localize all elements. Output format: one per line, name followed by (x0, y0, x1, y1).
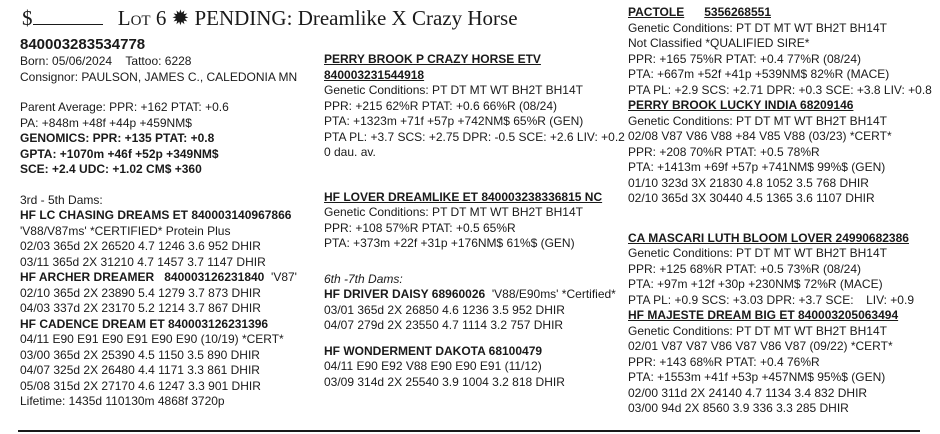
dam7-record: 03/09 314d 2X 25540 3.9 1004 3.2 818 DHIR (324, 374, 565, 389)
majeste-record: 03/00 94d 2X 8560 3.9 336 3.3 285 DHIR (628, 401, 849, 415)
dams-6-7-heading: 6th -7th Dams: (324, 271, 403, 286)
india-ppr: PPR: +208 70%R PTAT: +0.5 78%R (628, 144, 820, 159)
sire-pta: PTA: +1323m +71f +57p +742NM$ 65%R (GEN) (324, 114, 584, 128)
mascari-ppr: PPR: +125 68%R PTAT: +0.5 73%R (08/24) (628, 261, 862, 276)
star-icon: ✹ (171, 6, 190, 30)
dam-pta: PTA: +373m +22f +31p +176NM$ 61%$ (GEN) (324, 236, 575, 250)
dam3-name: HF LC CHASING DREAMS ET 840003140967866 (20, 208, 292, 222)
dam4-id: 840003126231840 (164, 270, 265, 284)
dam6-record: 03/01 365d 2X 26850 4.6 1236 3.5 952 DHIR (324, 302, 565, 317)
born-date: Born: 05/06/2024 (20, 54, 113, 68)
dam5-lifetime: Lifetime: 1435d 110130m 4868f 3720p (20, 394, 225, 408)
dam-ppr: PPR: +108 57%R PTAT: +0.5 65%R (324, 220, 516, 235)
sire-name: PERRY BROOK P CRAZY HORSE ETV (324, 52, 541, 66)
india-record: 01/10 323d 3X 21830 4.8 1052 3.5 768 DHIR (628, 175, 869, 190)
mascari-pta-pl: PTA PL: +0.9 SCS: +3.03 DPR: +3.7 SCE: (628, 292, 854, 307)
lot-status: PENDING: (194, 6, 293, 30)
dam6-score: 'V88/E90ms' *Certified* (491, 287, 616, 301)
sire-genetic: Genetic Conditions: PT DT MT WT BH2T BH14T (324, 83, 583, 97)
majeste-ppr: PPR: +143 68%R PTAT: +0.4 76%R (628, 354, 820, 369)
dam4-line (20, 270, 297, 286)
genomics-ppr: GENOMICS: PPR: +135 PTAT: +0.8 (20, 131, 215, 145)
mascari-pta-pl-row (628, 293, 914, 309)
pactole-pta: PTA: +667m +52f +41p +539NM$ 82%R (MACE) (628, 67, 890, 81)
majeste-class: 02/01 V87 V87 V86 V87 V86 V87 (09/22) *CERT* (628, 339, 893, 353)
mascari-genetic: Genetic Conditions: PT DT MT WT BH2T BH14T (628, 246, 887, 260)
animal-id: 840003283534778 (20, 36, 146, 53)
pactole-pta-pl: PTA PL: +2.9 SCS: +2.71 DPR: +0.3 SCE: +3.8 LIV: +0.8 (628, 82, 932, 97)
dam6-record: 04/07 279d 2X 23550 4.7 1114 3.2 757 DHIR (324, 318, 564, 332)
majeste-genetic: Genetic Conditions: PT DT MT WT BH2T BH14T (628, 323, 887, 338)
consignor: Consignor: PAULSON, JAMES C., CALEDONIA MN (20, 69, 298, 84)
dams-heading: 3rd - 5th Dams: (20, 192, 103, 207)
sire-ppr: PPR: +215 62%R PTAT: +0.6 66%R (08/24) (324, 98, 558, 113)
parent-average: Parent Average: PPR: +162 PTAT: +0.6 (20, 100, 229, 114)
dam-genetic: Genetic Conditions: PT DT MT WT BH2T BH14T (324, 205, 583, 219)
dam4-record: 02/10 365d 2X 23890 5.4 1279 3.7 873 DHIR (20, 285, 261, 300)
sire-dau: 0 dau. av. (324, 145, 376, 159)
dam6-name: HF DRIVER DAISY 68960026 (324, 287, 486, 301)
india-class: 02/08 V87 V86 V88 +84 V85 V88 (03/23) *CERT* (628, 129, 892, 143)
animal-column (20, 36, 297, 410)
bottom-divider (18, 430, 920, 432)
lot-header (22, 6, 518, 31)
tattoo: Tattoo: 6228 (125, 54, 192, 68)
india-name: PERRY BROOK LUCKY INDIA 68209146 (628, 98, 854, 112)
dam3-record: 02/03 365d 2X 26520 4.7 1246 3.6 952 DHIR (20, 239, 261, 253)
majeste-name: HF MAJESTE DREAM BIG ET 840003205063494 (628, 308, 899, 322)
pactole-id: 5356268551 (704, 5, 771, 19)
dam7-name: HF WONDERMENT DAKOTA 68100479 (324, 343, 543, 358)
pactole-name: PACTOLE (628, 5, 685, 19)
mascari-liv: LIV: +0.9 (866, 292, 914, 307)
dam4-score: 'V87' (271, 270, 297, 284)
sire-pta-pl: PTA PL: +3.7 SCS: +2.75 DPR: -0.5 SCE: +2.6 LIV: +0.2 (324, 129, 625, 144)
grandparents-column (628, 5, 932, 417)
india-pta: PTA: +1413m +69f +57p +741NM$ 99%$ (GEN) (628, 160, 886, 174)
pactole-line (628, 5, 932, 21)
genomics-sce: SCE: +2.4 UDC: +1.02 CM$ +360 (20, 162, 202, 176)
dam5-record: 04/07 325d 2X 26480 4.4 1171 3.3 861 DHIR (20, 363, 260, 377)
dam5-record: 05/08 315d 2X 27170 4.6 1247 3.3 901 DHIR (20, 378, 261, 393)
pactole-genetic: Genetic Conditions: PT DT MT WT BH2T BH14T (628, 20, 887, 35)
pactole-class: Not Classified *QUALIFIED SIRE* (628, 36, 810, 50)
majeste-record: 02/00 311d 2X 24140 4.7 1134 3.4 832 DHIR (628, 385, 868, 400)
born-tattoo (20, 54, 297, 70)
price-blank (33, 24, 103, 25)
dam4-record: 04/03 337d 2X 23170 5.2 1214 3.7 867 DHIR (20, 301, 261, 315)
majeste-pta: PTA: +1553m +41f +53p +457NM$ 95%$ (GEN) (628, 370, 886, 384)
pedigree-column (324, 52, 625, 390)
lot-number: Lot 6 (117, 6, 167, 30)
dam5-name: HF CADENCE DREAM ET 840003126231396 (20, 316, 269, 331)
india-record: 02/10 365d 3X 30440 4.5 1365 3.6 1107 DHIR (628, 191, 875, 205)
lot-name: Dreamlike X Crazy Horse (297, 6, 518, 30)
dam-name: HF LOVER DREAMLIKE ET 840003238336815 NC (324, 189, 603, 204)
dam3-record: 03/11 365d 2X 31210 4.7 1457 3.7 1147 DHIR (20, 254, 266, 269)
genomics-gpta: GPTA: +1070m +46f +52p +349NM$ (20, 146, 219, 161)
mascari-pta: PTA: +97m +12f +30p +230NM$ 72%R (MACE) (628, 277, 883, 291)
mascari-name: CA MASCARI LUTH BLOOM LOVER 24990682386 (628, 230, 909, 245)
dam5-cert: 04/11 E90 E91 E90 E91 E90 E90 (10/19) *CERT* (20, 332, 284, 346)
dam6-line (324, 287, 625, 303)
pactole-ppr: PPR: +165 75%R PTAT: +0.4 77%R (08/24) (628, 51, 862, 66)
india-genetic: Genetic Conditions: PT DT MT WT BH2T BH14T (628, 113, 887, 128)
dam4-name: HF ARCHER DREAMER (20, 270, 155, 284)
parent-average-pa: PA: +848m +48f +44p +459NM$ (20, 115, 192, 130)
sire-id: 840003231544918 (324, 67, 425, 82)
price-dollar: $ (22, 6, 33, 30)
dam3-cert: 'V88/V87ms' *CERTIFIED* Protein Plus (20, 223, 231, 238)
dam5-record: 03/00 365d 2X 25390 4.5 1150 3.5 890 DHIR (20, 347, 260, 362)
dam7-score: 04/11 E90 E92 V88 E90 E90 E91 (11/12) (324, 359, 542, 373)
